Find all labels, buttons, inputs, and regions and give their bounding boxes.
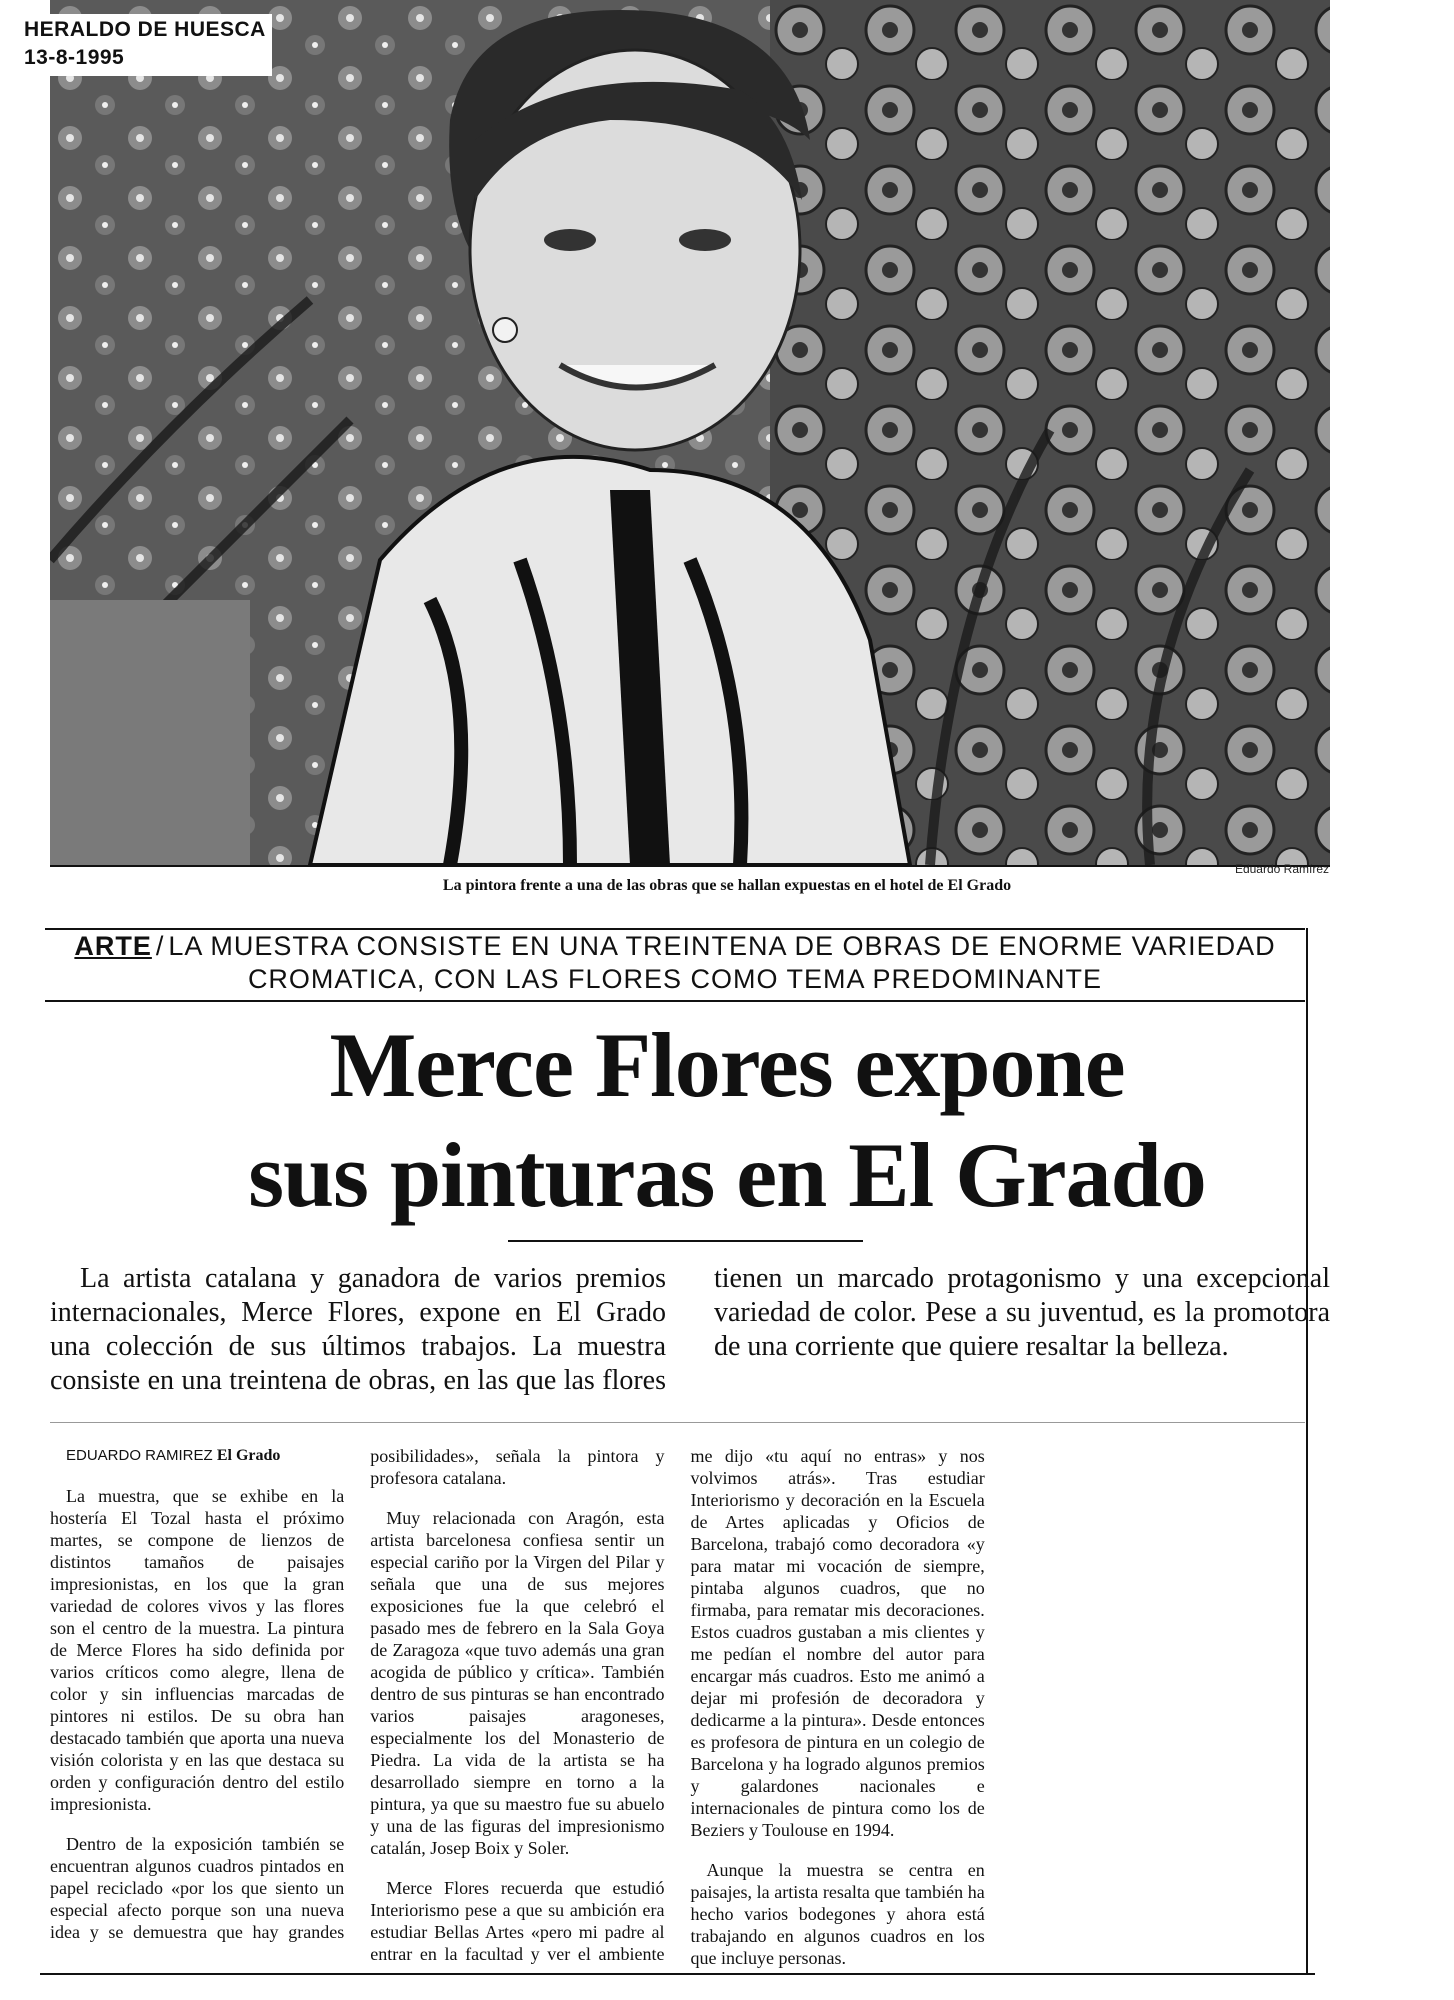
publication-date: 13-8-1995 xyxy=(24,46,125,69)
headline-line-1: Merce Flores expone xyxy=(329,1014,1125,1116)
kicker-text: LA MUESTRA CONSISTE EN UNA TREINTENA DE OBRAS DE ENORME VARIEDAD CROMATICA, CON LAS FLORES COMO TEMA PREDOMINANTE xyxy=(168,931,1276,994)
photo-illustration xyxy=(50,0,1330,865)
byline-place: El Grado xyxy=(216,1447,281,1464)
article-photo xyxy=(50,0,1330,867)
headline-line-2: sus pinturas en El Grado xyxy=(248,1124,1206,1226)
source-stamp xyxy=(20,14,272,76)
body-paragraph: Muy relacionada con Aragón, esta artista barcelonesa confiesa sentir un especial cariño por la Virgen del Pilar y señala que una de sus mejores exposiciones fue la que celebró el pasado mes de febrero en la Sala Goya de Zaragoza «que tuvo además una gran acogida de público y crítica». También dentro de sus pinturas se han encontrado varios paisajes aragoneses, especialmente los del Monasterio de Piedra. La vida de la artista se ha desarrollado siempre en torno a la pintura, ya que su maestro fue su abuelo y una de las figuras del impresionismo catalán, Josep Boix y Soler. xyxy=(370,1508,665,1858)
headline-rule xyxy=(508,1240,863,1242)
body-paragraph: Merce Flores recuerda que estudió Interiorismo pese a que su ambición era estudiar Bellas Artes «pero mi padre al entrar en la facultad y ver el ambiente me dijo «tu aquí no entras» y nos volvimos atrás». Tras estudiar Interiorismo y decoración en la Escuela de Artes aplicadas y Oficios de Barcelona, trabajó como decoradora «y para matar mi vocación de siempre, pintaba algunos cuadros, que no firmaba, para rematar mis decoraciones. Estos cuadros gustaban a mis clientes y me pedían el nombre del autor para encargar más cuadros. Esto me animó a dejar mi profesión de decoradora y dedicarme a la pintura». Desde entonces es profesora de pintura en un colegio de Barcelona y ha logrado algunos premios y galardones nacionales e internacionales de pintura como los de Beziers y Toulouse en 1994. xyxy=(370,1446,985,1964)
kicker xyxy=(45,928,1305,1002)
headline xyxy=(0,1010,1454,1230)
lead-paragraph xyxy=(50,1262,1330,1398)
body-paragraph: Dentro de la exposición también se encuentran algunos cuadros pintados en papel reciclado «por los que siento un especial afecto porque son una nueva idea y se demuestra que hay grandes posibilidades», señala la pintora y profesora catalana. xyxy=(50,1446,665,1942)
publication-name: HERALDO DE HUESCA xyxy=(24,18,266,41)
lead-text: La artista catalana y ganadora de varios premios internacionales, Merce Flores, expone en El Grado una colección de sus últimos trabajos. La muestra consiste en una treintena de obras, en las que las flores tienen un marcado protagonismo y una excepcional variedad de color. Pese a su juventud, es la promotora de una corriente que quiere resaltar la belleza. xyxy=(50,1263,1330,1396)
body-paragraph: La muestra, que se exhibe en la hostería El Tozal hasta el próximo martes, se compone de lienzos de distintos tamaños de paisajes impresionistas, en los que la gran variedad de colores vivos y las flores son el centro de la muestra. La pintura de Merce Flores ha sido definida por varios críticos como alegre, llena de color y sin influencias marcadas de pintores ni estilos. De su obra han destacado también que aporta una nueva visión colorista y en las que destaca su orden y configuración dentro del estilo impresionista. xyxy=(50,1486,345,1814)
lead-rule xyxy=(50,1422,1305,1423)
article-body xyxy=(50,1445,1305,1975)
byline-author: EDUARDO RAMIREZ xyxy=(66,1447,213,1464)
section-label: ARTE xyxy=(74,931,152,961)
byline xyxy=(50,1445,344,1467)
body-paragraph: Aunque la muestra se centra en paisajes, la artista resalta que también ha hecho varios bodegones y ahora está trabajando en algunos cuadros en los que incluye personas. xyxy=(690,1860,985,1968)
photo-credit: Eduardo Ramírez xyxy=(1234,862,1329,876)
kicker-separator: / xyxy=(155,931,165,961)
bottom-rule xyxy=(40,1973,1315,1975)
photo-caption: La pintora frente a una de las obras que se hallan expuestas en el hotel de El Grado xyxy=(442,877,1012,894)
